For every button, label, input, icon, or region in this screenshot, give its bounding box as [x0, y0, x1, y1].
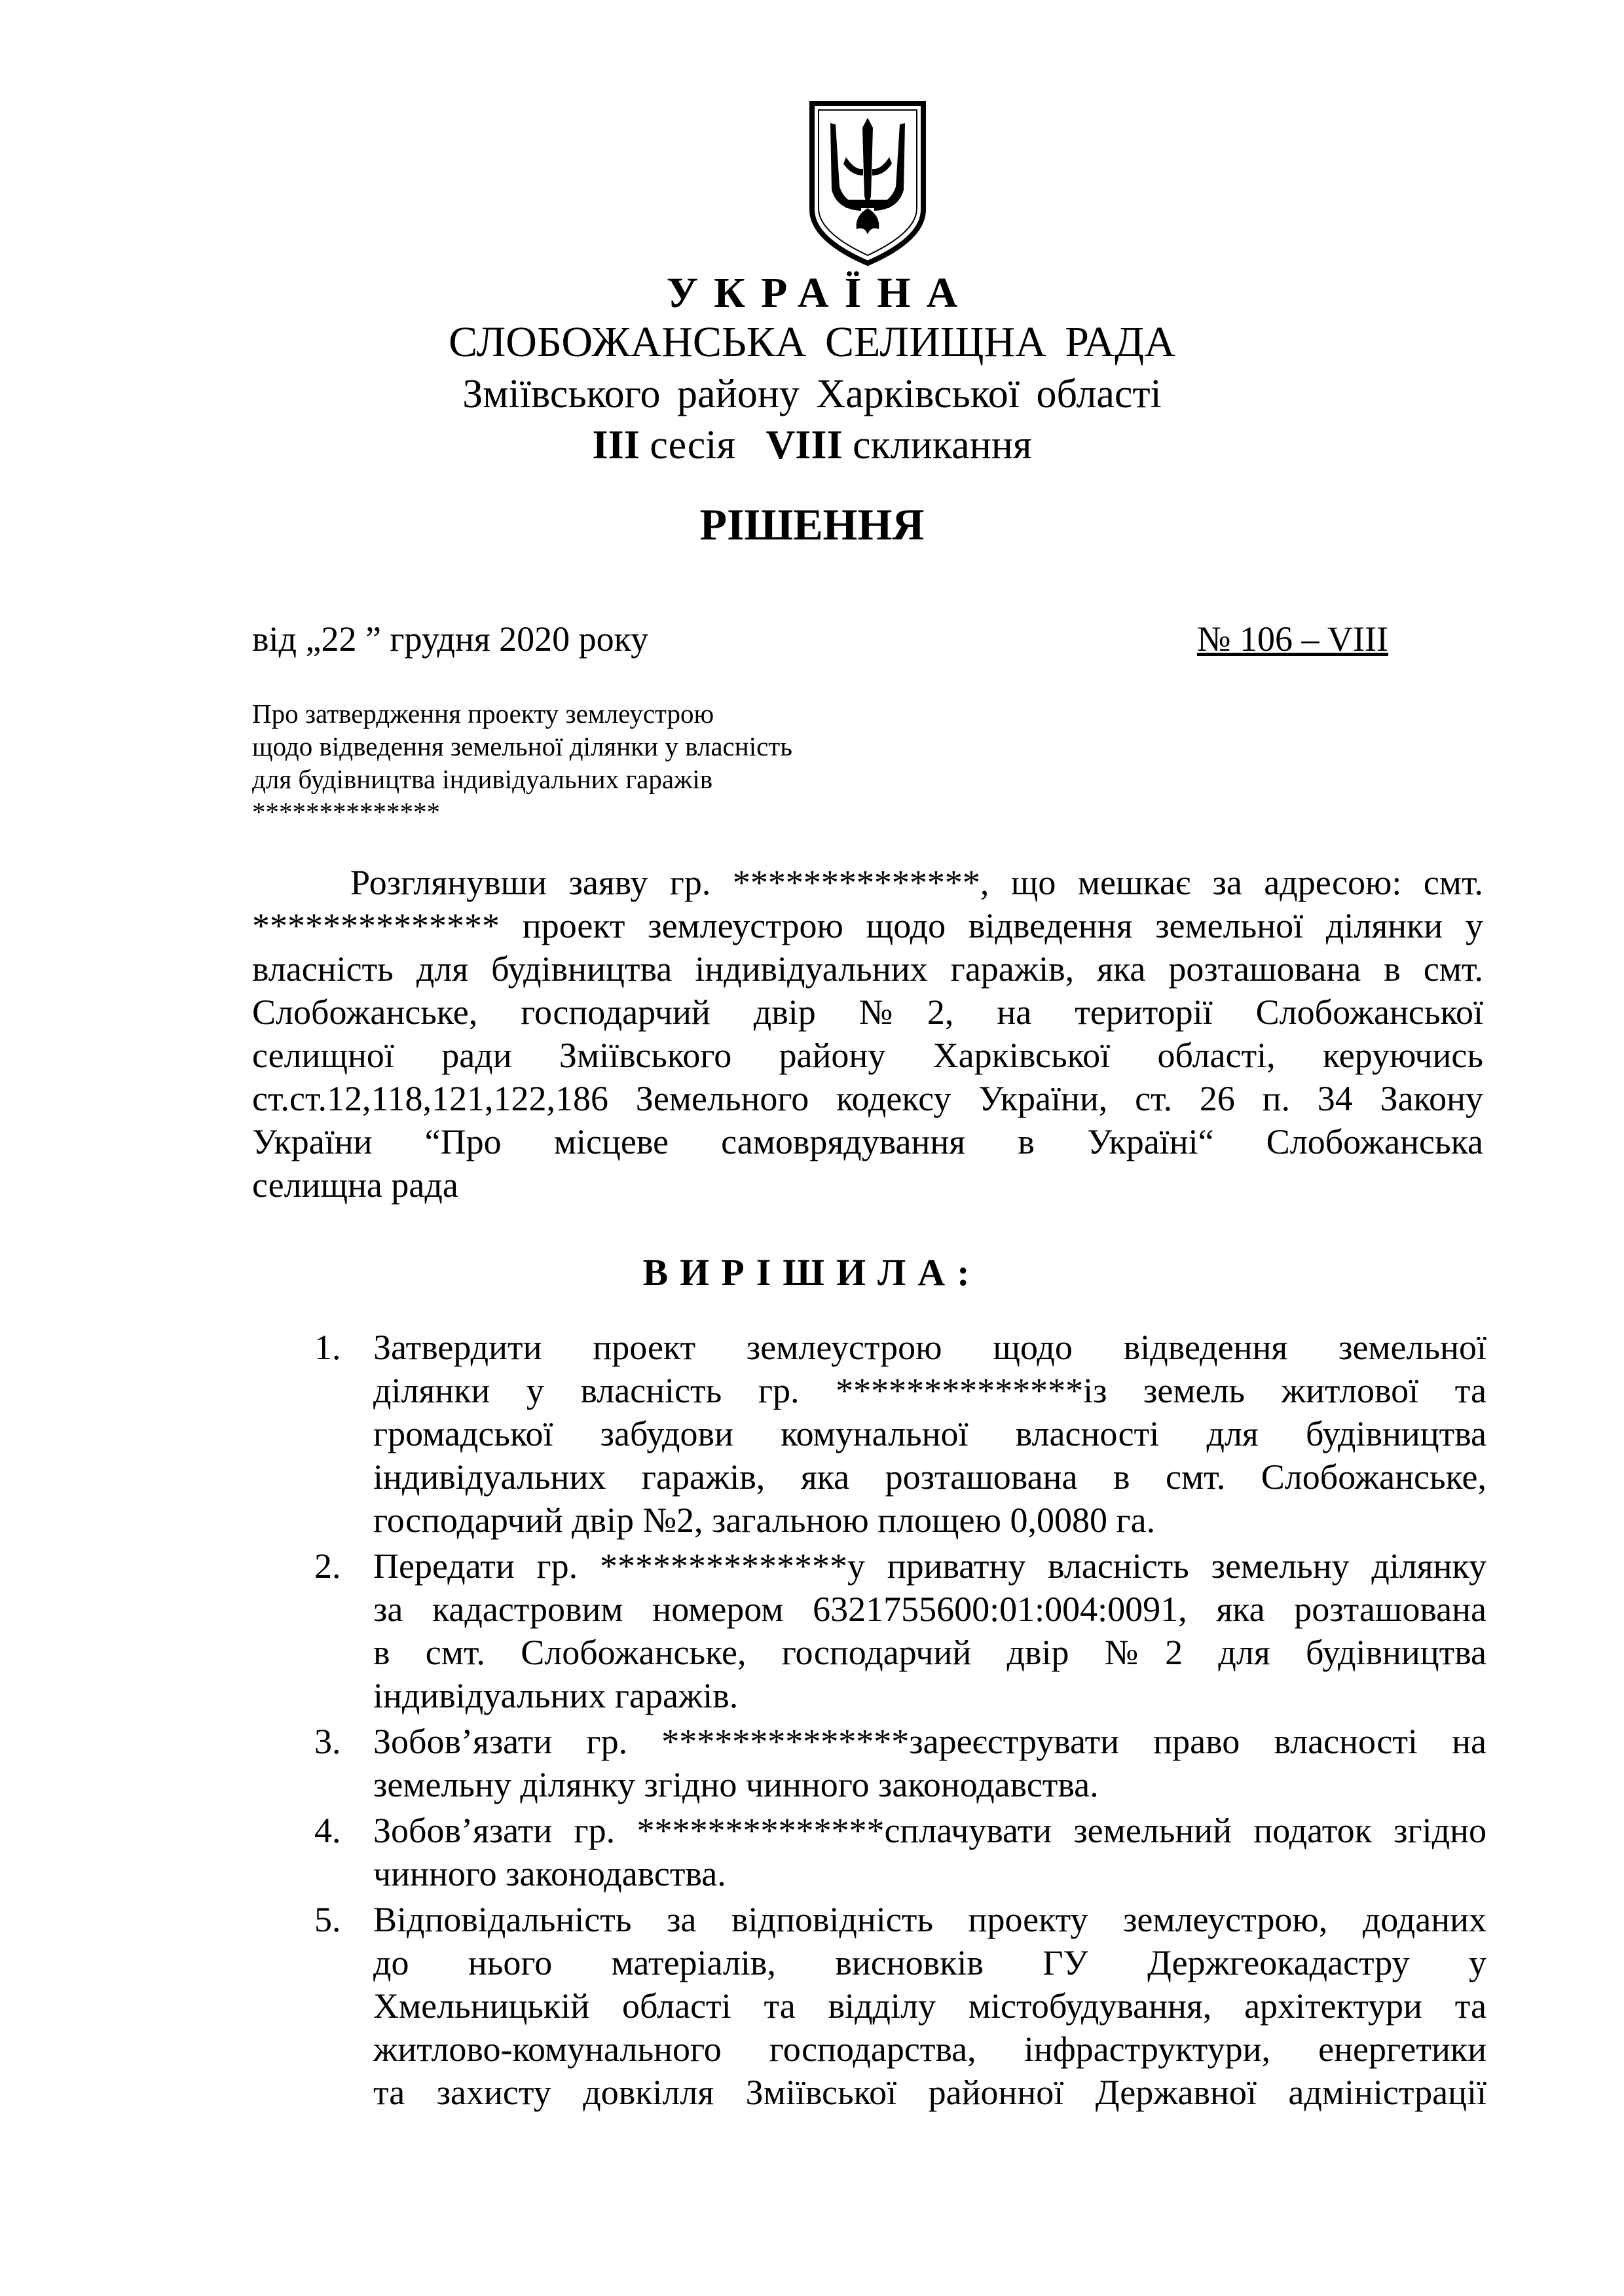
subject-line: Про затвердження проекту землеустрою: [252, 699, 714, 729]
item-line: Зобов’язати гр. **************зареєструвати право власності на: [373, 1722, 1486, 1761]
item-line: Передати гр. **************у приватну власність земельну ділянку: [373, 1546, 1486, 1586]
resolution-item: [314, 1544, 1486, 1717]
session-word: сесія: [650, 423, 735, 467]
item-number: 1.: [314, 1328, 341, 1367]
preamble-line: ст.ст.12,118,121,122,186 Земельного кодексу України, ст. 26 п. 34 Закону: [252, 1079, 1483, 1118]
item-line: Відповідальність за відповідність проекту землеустрою, доданих: [373, 1900, 1486, 1939]
resolution-list: [314, 1326, 1486, 2117]
item-number: 3.: [314, 1722, 341, 1761]
item-line: Зобов’язати гр. **************сплачувати земельний податок згідно: [373, 1811, 1486, 1850]
preamble-line: селищної ради Зміївського району Харківської області, керуючись: [252, 1036, 1483, 1075]
decision-date: від „22 ” грудня 2020 року: [252, 619, 649, 659]
item-line: ділянки у власність гр. **************із земель житлової та: [373, 1371, 1486, 1410]
resolved-heading: ВИРІШИЛА:: [642, 1251, 982, 1294]
item-line: до нього матеріалів, висновків ГУ Держгеокадастру у: [373, 1943, 1486, 1982]
item-line: чинного законодавства.: [373, 1854, 726, 1893]
item-line: індивідуальних гаражів, яка розташована в смт. Слобожанське,: [373, 1457, 1486, 1497]
resolution-item: [314, 1898, 1486, 2114]
item-line: господарчий двір №2, загальною площею 0,0080 га.: [373, 1501, 1156, 1540]
item-line: Затвердити проект землеустрою щодо відведення земельної: [373, 1328, 1486, 1367]
item-line: за кадастровим номером 6321755600:01:004:0091, яка розташована: [373, 1590, 1486, 1629]
item-line: та захисту довкілля Зміївської районної Державної адміністрації: [373, 2073, 1486, 2112]
council-name: СЛОБОЖАНСЬКА СЕЛИЩНА РАДА: [449, 318, 1175, 366]
item-line: громадської забудови комунальної власності для будівництва: [373, 1414, 1486, 1453]
item-line: житлово-комунального господарства, інфраструктури, енергетики: [373, 2030, 1486, 2069]
subject-line: **************: [252, 797, 440, 827]
preamble-line: селищна рада: [252, 1165, 458, 1205]
trident-coat-of-arms-icon: [805, 98, 930, 268]
item-number: 4.: [314, 1811, 341, 1850]
resolution-item: [314, 1809, 1486, 1895]
preamble-line: Слобожанське, господарчий двір №2, на території Слобожанської: [252, 993, 1483, 1032]
decision-subject: [252, 697, 792, 828]
item-number: 5.: [314, 1900, 341, 1939]
decision-number: № 106 – VIII: [1197, 619, 1388, 659]
preamble-paragraph: [252, 861, 1483, 1207]
convocation-number: VIII: [766, 423, 843, 467]
session-line: [0, 422, 1624, 469]
decision-title: РІШЕННЯ: [699, 500, 925, 549]
preamble-line: України “Про місцеве самоврядування в Україні“ Слобожанська: [252, 1122, 1483, 1161]
country-name: УКРАЇНА: [666, 269, 974, 317]
session-number: ІІІ: [592, 423, 640, 467]
preamble-line: Розглянувши заяву гр. **************, що мешкає за адресою: смт.: [350, 863, 1483, 902]
preamble-line: ************** проект землеустрою щодо відведення земельної ділянки у: [252, 906, 1483, 945]
item-line: в смт. Слобожанське, господарчий двір №2 для будівництва: [373, 1633, 1486, 1672]
district-name: Зміївського району Харківської області: [462, 372, 1162, 416]
item-line: індивідуальних гаражів.: [373, 1676, 739, 1715]
item-line: Хмельницькій області та відділу містобудування, архітектури та: [373, 1986, 1486, 2026]
preamble-line: власність для будівництва індивідуальних гаражів, яка розташована в смт.: [252, 949, 1483, 989]
resolution-item: [314, 1326, 1486, 1542]
subject-line: щодо відведення земельної ділянки у власність: [252, 731, 792, 761]
subject-line: для будівництва індивідуальних гаражів: [252, 764, 713, 794]
item-line: земельну ділянку згідно чинного законодавства.: [373, 1765, 1099, 1804]
resolution-item: [314, 1720, 1486, 1806]
convocation-word: скликання: [853, 423, 1032, 467]
item-number: 2.: [314, 1546, 341, 1586]
